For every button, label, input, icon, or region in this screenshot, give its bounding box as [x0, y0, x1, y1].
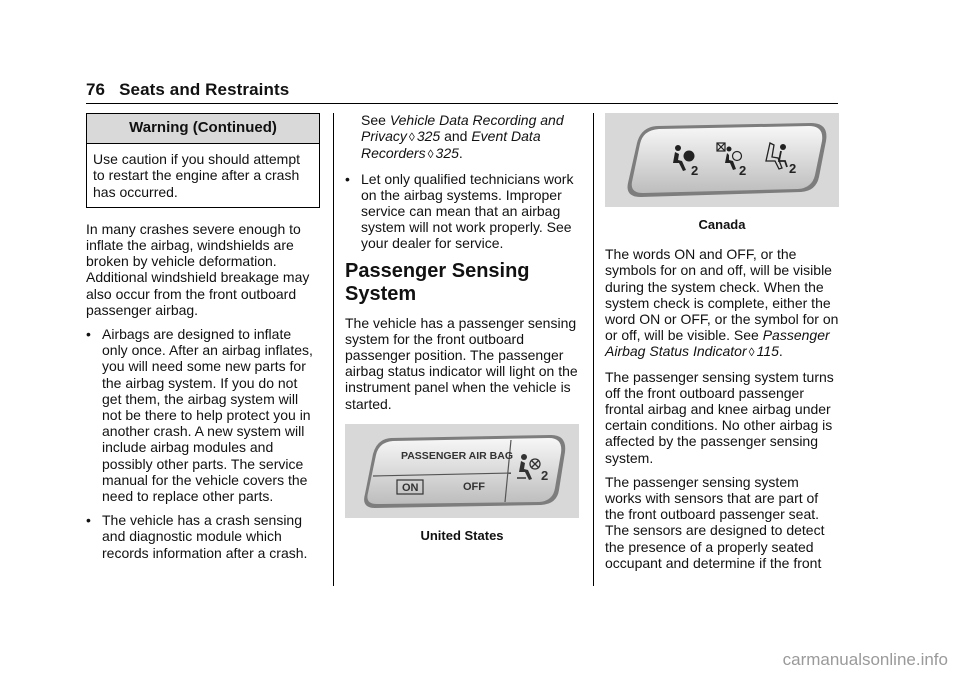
section-title: Seats and Restraints: [119, 80, 290, 99]
cross-reference-link[interactable]: Passenger Airbag Status Indicator: [605, 327, 830, 360]
canada-seat-icon-number: 2: [789, 161, 797, 176]
bullet-item: [86, 512, 320, 561]
cross-reference-link[interactable]: Vehicle Data Recording and Privacy: [361, 112, 564, 145]
see-text: See: [361, 112, 386, 128]
paragraph-text: The words ON and OFF, or the symbols for on and off, will be visible during the system check. When the system check is complete, either the word ON or OFF, or the symbol for on or off, will be visible. See: [605, 246, 839, 344]
bullet-item: [345, 171, 579, 252]
bullet-continuation: [345, 112, 579, 163]
warning-title: Warning (Continued): [87, 114, 319, 144]
and-text: and: [444, 128, 468, 145]
us-indicator-panel-illustration: [345, 424, 579, 518]
column-2: [345, 112, 579, 557]
us-indicator-figure: [345, 424, 579, 518]
warning-text: Use caution if you should attempt to restart the engine after a crash has occurred.: [93, 151, 301, 200]
reference-arrow-icon: ◊: [408, 130, 415, 145]
us-panel-on-label: ON: [402, 481, 419, 494]
bullet-text: The vehicle has a crash sensing and diagnostic module which records information after a crash.: [102, 512, 308, 561]
reference-page[interactable]: 325: [435, 145, 459, 162]
watermark: carmanualsonline.info: [782, 650, 948, 669]
period: .: [458, 145, 463, 162]
column-divider: [333, 113, 334, 586]
paragraph: The vehicle has a passenger sensing system for the front outboard passenger position. The passenger airbag status indicator will light on the instrument panel when the vehicle is started.: [345, 314, 578, 412]
bullet-item: [86, 326, 320, 504]
warning-box: [86, 113, 320, 208]
reference-arrow-icon: ◊: [427, 147, 434, 162]
figure-caption: United States: [420, 527, 504, 543]
column-divider: [593, 113, 594, 586]
cross-reference-link[interactable]: Event Data Recorders: [361, 128, 541, 162]
us-panel-off-label: OFF: [463, 480, 485, 493]
reference-page[interactable]: 115: [756, 343, 779, 360]
bullet-icon: •: [86, 512, 91, 529]
paragraph: The passenger sensing system turns off the front outboard passenger frontal airbag and knee airbag under certain conditions. No other airbag is affected by the passenger sensing system.: [605, 368, 834, 466]
canada-indicator-panel-illustration: [605, 113, 839, 207]
bullet-text: Airbags are designed to inflate only once. After an airbag inflates, you will need some new parts for the airbag system. If you do not get them, the airbag system will not be there to help protect you in another crash. A new system will include airbag modules and possibly other parts. The service manual for the vehicle covers the need to replace other parts.: [102, 326, 313, 505]
reference-arrow-icon: ◊: [748, 345, 755, 360]
canada-on-icon-number: 2: [691, 163, 699, 178]
us-icon-number: 2: [541, 467, 549, 483]
section-heading: Passenger Sensing System: [345, 259, 530, 305]
bullet-icon: •: [86, 326, 91, 343]
canada-indicator-figure: [605, 113, 839, 207]
canada-off-icon-number: 2: [739, 163, 747, 178]
paragraph: [605, 246, 839, 360]
header-rule: [86, 103, 838, 104]
page-number: 76: [86, 80, 106, 99]
paragraph: The passenger sensing system works with sensors that are part of the front outboard passenger seat. The sensors are designed to detect the presence of a properly seated occupant and determine if the front: [605, 473, 825, 571]
us-panel-top-label: PASSENGER AIR BAG: [401, 449, 514, 462]
bullet-text: Let only qualified technicians work on the airbag systems. Improper service can mean that an airbag system will not work properly. See your dealer for service.: [361, 170, 574, 252]
paragraph: In many crashes severe enough to inflate the airbag, windshields are broken by vehicle deformation. Additional windshield breakage may also occur from the front outboard passenger airbag.: [86, 220, 310, 318]
period: .: [778, 343, 783, 360]
reference-page[interactable]: 325: [416, 128, 441, 145]
column-3: [605, 113, 839, 579]
figure-caption: Canada: [698, 217, 746, 232]
column-1: [86, 113, 320, 569]
page-header: [86, 80, 289, 100]
bullet-icon: •: [345, 170, 350, 187]
